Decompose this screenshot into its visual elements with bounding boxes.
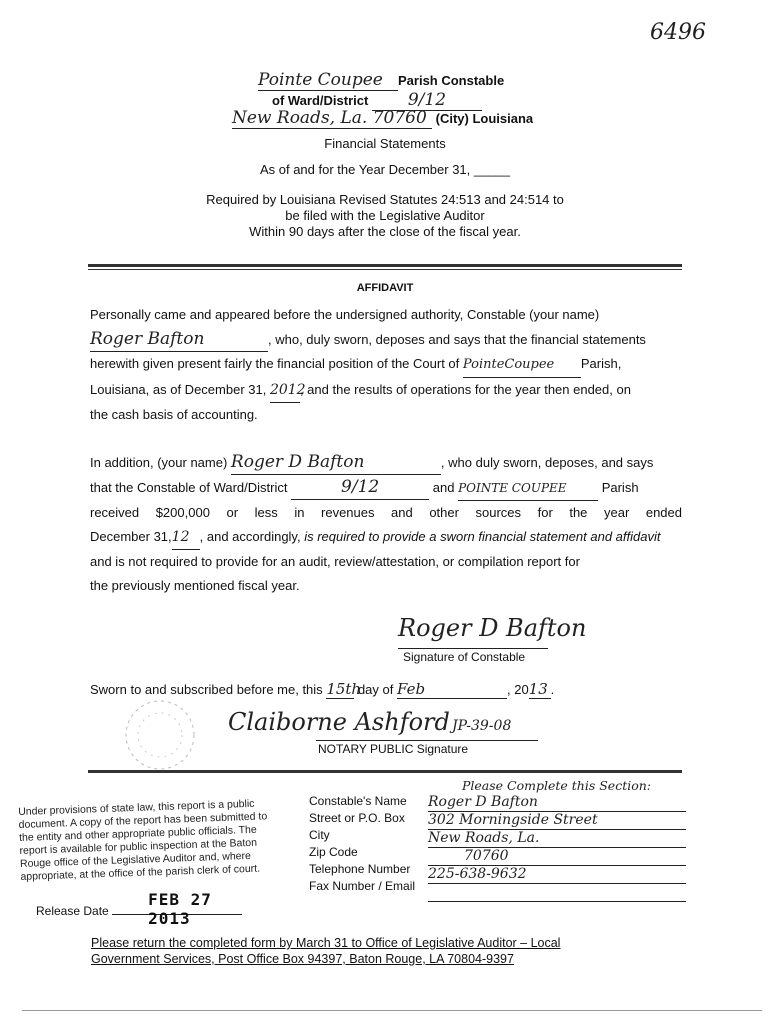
release-date bbox=[36, 890, 242, 928]
label-telephone: Telephone Number bbox=[309, 862, 411, 876]
release-date-label: Release Date bbox=[36, 904, 109, 918]
header-divider-thin bbox=[88, 269, 682, 270]
p1-text-g: the cash basis of accounting. bbox=[90, 407, 258, 422]
value-street: 302 Morningside Street bbox=[428, 812, 686, 830]
affidavit-title: AFFIDAVIT bbox=[356, 282, 414, 294]
p2-text-a: In addition, (your name) bbox=[90, 455, 228, 470]
required-line-2: be filed with the Legislative Auditor bbox=[285, 208, 485, 223]
name-handwritten-2: Roger D Bafton bbox=[231, 450, 441, 475]
ward-handwritten: 9/12 bbox=[372, 90, 482, 111]
contact-header: Please Complete this Section: bbox=[462, 778, 652, 793]
notary-signature: Claiborne Ashford bbox=[228, 708, 450, 736]
sworn-text-a: Sworn to and subscribed before me, this bbox=[90, 682, 323, 697]
p2-text-f: received $200,000 or less in revenues and other sources for the year ended bbox=[90, 505, 682, 520]
p2-text-e: Parish bbox=[601, 480, 639, 495]
sworn-day: 15th bbox=[326, 680, 362, 698]
value-fax-email bbox=[428, 884, 686, 902]
sworn-year: 13 bbox=[529, 680, 551, 699]
footer-return-line-1: Please return the completed form by March 31 to Office of Legislative Auditor – Local bbox=[91, 936, 561, 950]
parish-handwritten: Pointe Coupee bbox=[258, 70, 398, 91]
sworn-text-d: . bbox=[550, 682, 555, 697]
p1-text-e: Louisiana, as of December 31, bbox=[90, 382, 267, 397]
signature-label: Signature of Constable bbox=[403, 650, 526, 664]
release-date-stamp: FEB 27 2013 bbox=[148, 890, 212, 928]
parish-handwritten-2: POINTE COUPEE bbox=[458, 476, 598, 501]
parish-constable-label: Parish Constable bbox=[398, 73, 505, 88]
affidavit-paragraph-1 bbox=[90, 303, 682, 427]
notary-signature-line bbox=[316, 740, 538, 741]
court-handwritten: PointeCoupee bbox=[463, 353, 581, 378]
label-fax-email: Fax Number / Email bbox=[309, 879, 416, 893]
year-handwritten: 2012 bbox=[270, 378, 300, 403]
p2-text-b: , who duly sworn, deposes, and says bbox=[440, 455, 654, 470]
value-telephone: 225-638-9632 bbox=[428, 866, 686, 884]
required-line-1: Required by Louisiana Revised Statutes 24:513 and 24:514 to bbox=[206, 192, 564, 207]
p1-text-d: Parish, bbox=[580, 356, 622, 371]
value-city: New Roads, La. bbox=[428, 830, 686, 848]
p2-italic: is required to provide a sworn financial statement and affidavit bbox=[304, 529, 661, 544]
as-of-line: As of and for the Year December 31, _____ bbox=[259, 162, 511, 177]
value-constable-name: Roger D Bafton bbox=[428, 794, 686, 812]
required-line-3: Within 90 days after the close of the fiscal year. bbox=[249, 224, 521, 239]
p2-text-d: and bbox=[432, 480, 455, 495]
label-zip: Zip Code bbox=[309, 845, 358, 859]
label-street: Street or P.O. Box bbox=[309, 811, 405, 825]
p2-text-i: and is not required to provide for an audit, review/attestation, or compilation report for bbox=[90, 554, 580, 569]
label-constable-name: Constable's Name bbox=[309, 794, 407, 808]
ward-label: of Ward/District bbox=[272, 93, 369, 108]
p2-text-g: December 31, bbox=[90, 529, 172, 544]
p1-text-c: herewith given present fairly the financial position of the Court of bbox=[90, 356, 460, 371]
ward-handwritten-2: 9/12 bbox=[291, 475, 429, 500]
affidavit-paragraph-2 bbox=[90, 450, 682, 598]
city-handwritten: New Roads, La. 70760 bbox=[232, 108, 432, 129]
section-divider bbox=[88, 770, 682, 773]
footer-return-line-2: Government Services, Post Office Box 94397, Baton Rouge, LA 70804-9397 bbox=[91, 952, 514, 966]
city-label: (City) Louisiana bbox=[435, 111, 534, 126]
constable-signature-line bbox=[398, 648, 548, 649]
sworn-month: Feb bbox=[397, 680, 507, 699]
public-notice: Under provisions of state law, this report is a public document. A copy of the report has been submitted to the entity and other appropriate public officials. The report is available for public inspection at the Baton Rouge office of the Legislative Auditor and, where appropriate, at the office of the parish clerk of court. bbox=[18, 797, 268, 883]
label-city: City bbox=[309, 828, 330, 842]
value-zip: 70760 bbox=[428, 848, 686, 866]
year-handwritten-2: 12 bbox=[172, 525, 200, 550]
notary-id: JP-39-08 bbox=[452, 718, 512, 734]
constable-name-handwritten: Roger Bafton bbox=[90, 327, 268, 352]
document-number: 6496 bbox=[650, 20, 706, 45]
p2-text-c: that the Constable of Ward/District bbox=[90, 480, 288, 495]
contact-values bbox=[428, 794, 686, 902]
p2-text-j: the previously mentioned fiscal year. bbox=[90, 578, 300, 593]
notary-label: NOTARY PUBLIC Signature bbox=[318, 742, 469, 756]
form-title: Financial Statements bbox=[324, 136, 446, 151]
constable-signature: Roger D Bafton bbox=[398, 614, 587, 642]
header-divider bbox=[88, 264, 682, 267]
notary-seal-icon bbox=[100, 695, 220, 775]
p1-text-f: , and the results of operations for the year then ended, on bbox=[299, 382, 631, 397]
p1-text-a: Personally came and appeared before the undersigned authority, Constable (your name) bbox=[90, 307, 600, 322]
sworn-text-c: , 20 bbox=[506, 682, 529, 697]
p1-text-b: , who, duly sworn, deposes and says that the financial statements bbox=[268, 332, 646, 347]
sworn-text-b: day of bbox=[357, 682, 394, 697]
p2-text-h: , and accordingly, bbox=[199, 529, 301, 544]
bottom-rule bbox=[22, 1010, 762, 1011]
contact-labels bbox=[309, 794, 439, 896]
